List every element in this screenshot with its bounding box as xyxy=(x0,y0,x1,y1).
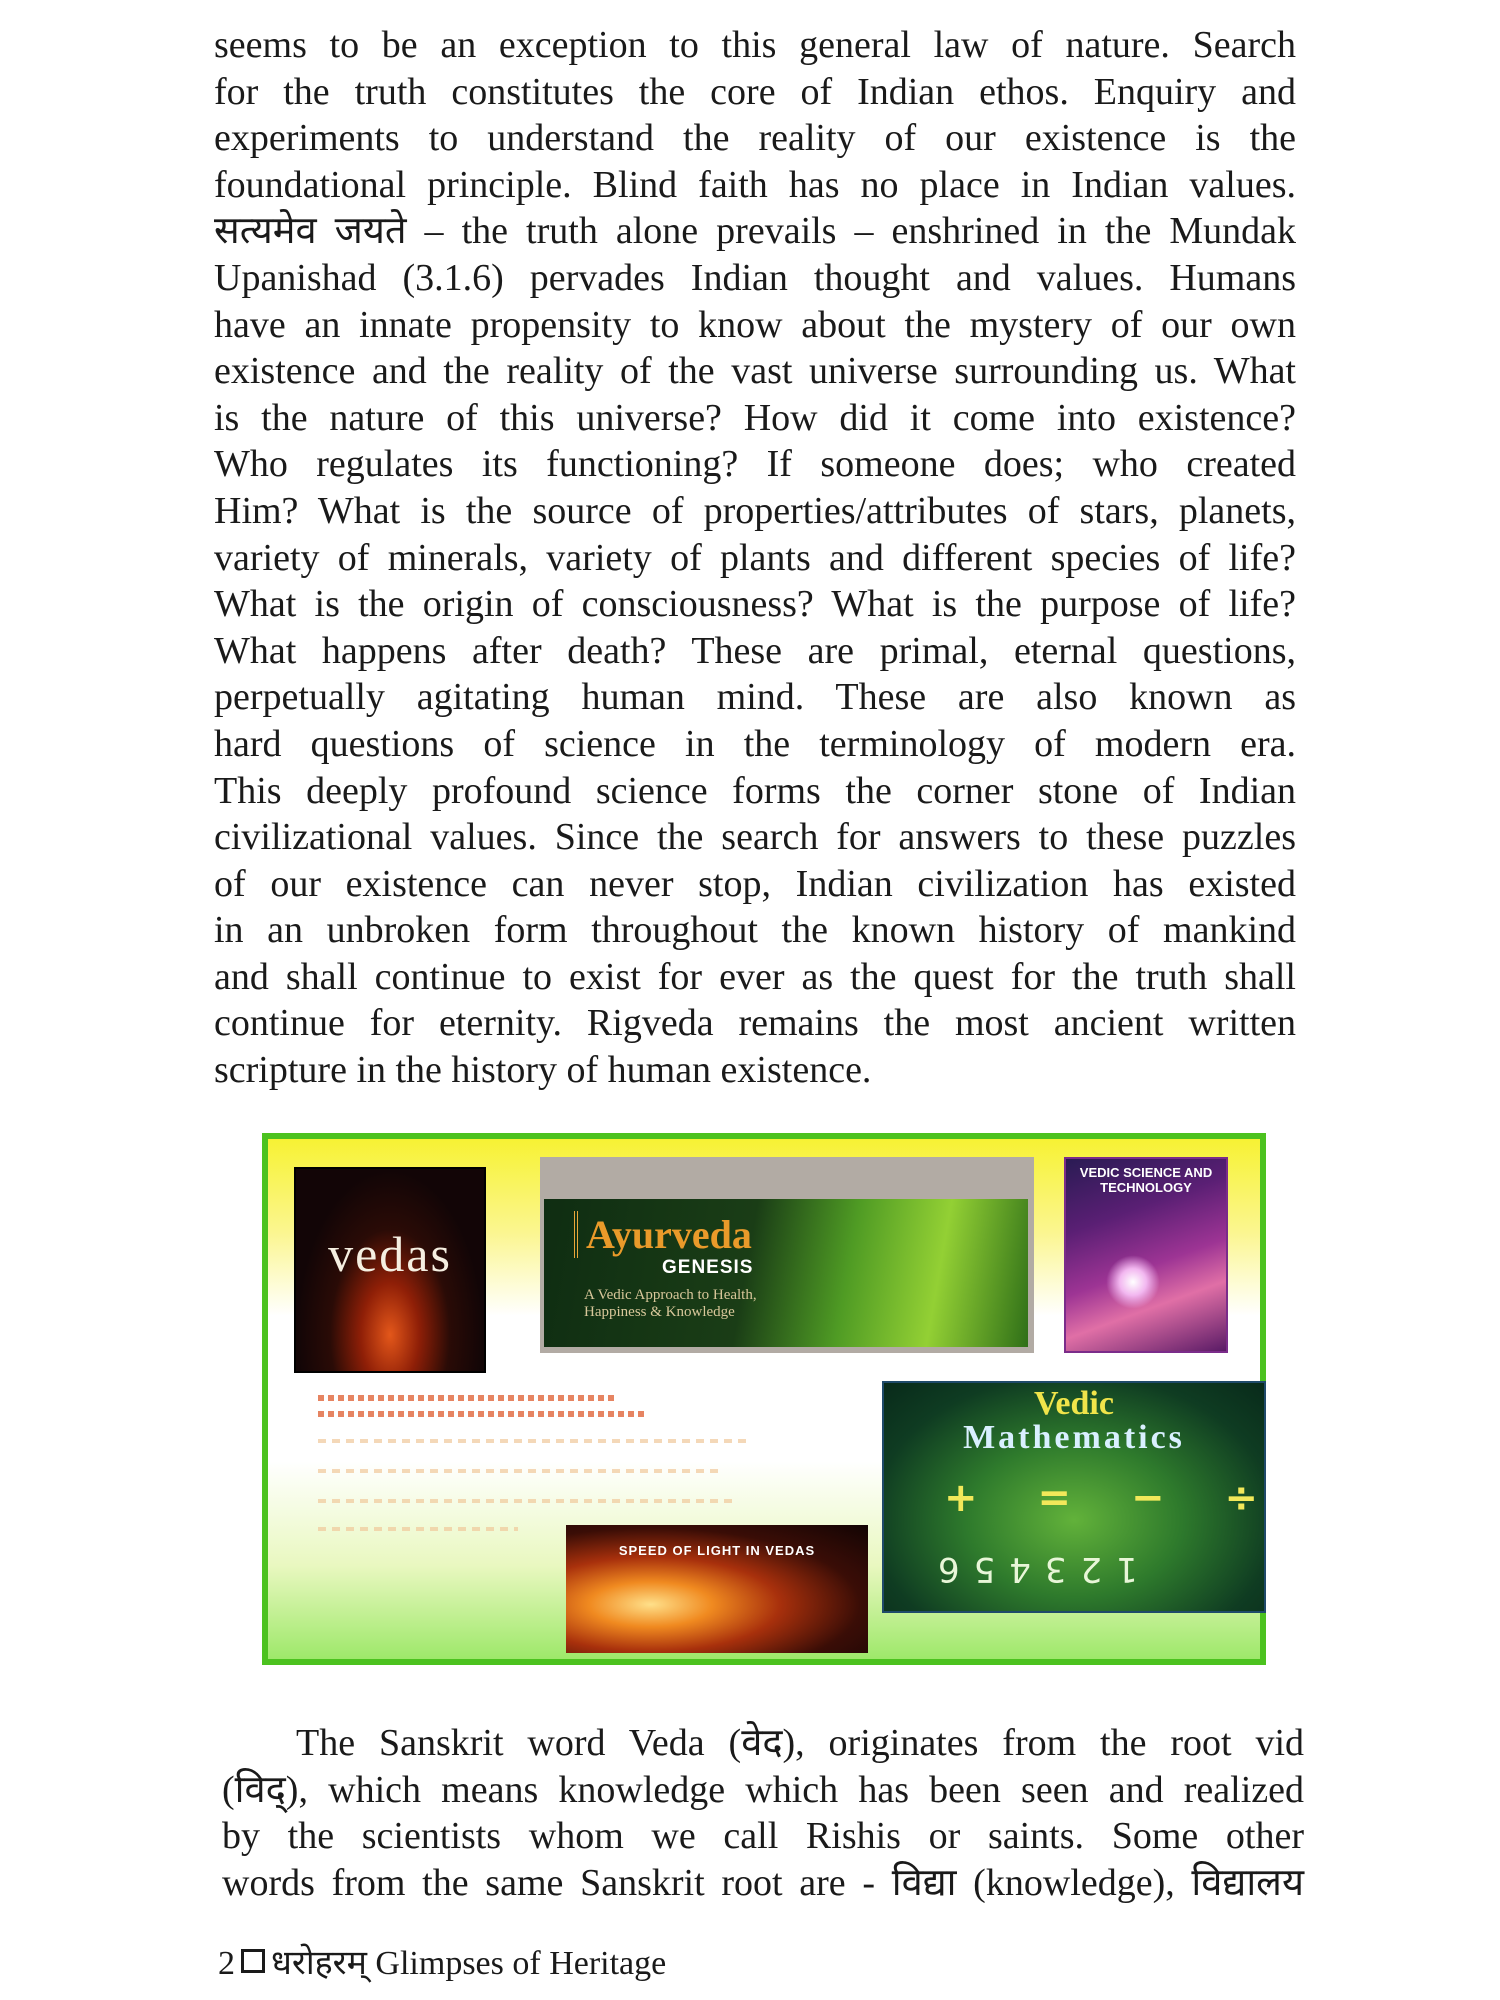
body-paragraph-2 xyxy=(222,1720,1304,1906)
text-line: is the nature of this universe? How did it come into existence? xyxy=(214,396,1296,439)
text-line: The Sanskrit word Veda (वेद), originates from the root vid xyxy=(296,1722,1304,1764)
sanskrit-text-fragment xyxy=(318,1395,618,1401)
text-line: continue for eternity. Rigveda remains the most ancient written xyxy=(214,1002,1296,1045)
text-line: in an unbroken form throughout the known history of mankind xyxy=(214,909,1296,952)
text-line: by the scientists whom we call Rishis or saints. Some other xyxy=(222,1815,1304,1858)
text-line: scripture in the history of human existence. xyxy=(214,1049,872,1092)
text-line: experiments to understand the reality of our existence is the xyxy=(214,117,1296,160)
ayurveda-genesis-book-cover xyxy=(540,1157,1034,1353)
vm-title-line-1: Vedic xyxy=(1034,1385,1114,1422)
vedas-book-cover xyxy=(294,1167,486,1373)
text-line: seems to be an exception to this general law of nature. Search xyxy=(214,24,1296,66)
page-number: 2 xyxy=(218,1945,235,1982)
text-line: This deeply profound science forms the corner stone of Indian xyxy=(214,769,1296,812)
book-title-hindi: धरोहरम् xyxy=(271,1945,367,1982)
speed-of-light-book-cover xyxy=(566,1525,868,1653)
vm-book-title xyxy=(884,1387,1264,1455)
text-line: Upanishad (3.1.6) pervades Indian thought and values. Humans xyxy=(214,256,1296,299)
vedic-science-technology-book-cover xyxy=(1064,1157,1228,1353)
text-line: variety of minerals, variety of plants and different species of life? xyxy=(214,536,1296,579)
text-line: perpetually agitating human mind. These are also known as xyxy=(214,676,1296,719)
page-footer xyxy=(218,1938,666,1984)
book-title: Glimpses of Heritage xyxy=(375,1945,667,1982)
faded-text-fragment xyxy=(318,1527,518,1531)
text-line: words from the same Sanskrit root are - विद्या (knowledge), विद्यालय xyxy=(222,1861,1304,1904)
footer-box-icon xyxy=(241,1949,265,1973)
text-line: for the truth constitutes the core of Indian ethos. Enquiry and xyxy=(214,70,1296,113)
text-line: (विद्), which means knowledge which has been seen and realized xyxy=(222,1768,1304,1811)
vst-book-title: VEDIC SCIENCE AND TECHNOLOGY xyxy=(1079,1165,1213,1195)
text-line: existence and the reality of the vast universe surrounding us. What xyxy=(214,350,1296,393)
ayurveda-book-subtitle: GENESIS xyxy=(662,1257,754,1278)
text-line: hard questions of science in the terminology of modern era. xyxy=(214,722,1296,765)
vedic-mathematics-book-cover xyxy=(882,1381,1319,1613)
sol-book-title: SPEED OF LIGHT IN VEDAS xyxy=(618,1543,816,1558)
text-line: What is the origin of consciousness? What is the purpose of life? xyxy=(214,583,1296,626)
faded-text-fragment xyxy=(318,1469,718,1473)
ayurveda-cover-art xyxy=(544,1199,1028,1347)
text-line: of our existence can never stop, Indian civilization has existed xyxy=(214,862,1296,905)
sanskrit-text-fragment xyxy=(318,1411,648,1417)
text-line: Who regulates its functioning? If someone does; who created xyxy=(214,443,1296,486)
body-paragraph-1 xyxy=(214,22,1296,1094)
text-line: सत्यमेव जयते – the truth alone prevails – enshrined in the Mundak xyxy=(214,210,1296,253)
text-line: Him? What is the source of properties/attributes of stars, planets, xyxy=(214,489,1296,532)
vedas-book-title: vedas xyxy=(328,1226,452,1282)
text-line: have an innate propensity to know about the mystery of our own xyxy=(214,303,1296,346)
math-symbols: +=−÷ xyxy=(944,1475,1319,1521)
text-line: foundational principle. Blind faith has no place in Indian values. xyxy=(214,163,1296,206)
cosmic-glow-graphic xyxy=(1106,1255,1160,1309)
book-covers-collage xyxy=(262,1133,1319,1665)
text-line: What happens after death? These are primal, eternal questions, xyxy=(214,629,1296,672)
faded-text-fragment xyxy=(318,1439,748,1443)
ayurveda-book-title: Ayurveda xyxy=(574,1211,752,1258)
vm-title-line-2: Mathematics xyxy=(963,1419,1185,1456)
faded-text-fragment xyxy=(318,1499,738,1503)
number-ring: 123456 xyxy=(924,1549,1138,1589)
text-line: and shall continue to exist for ever as the quest for the truth shall xyxy=(214,955,1296,998)
text-line: civilizational values. Since the search for answers to these puzzles xyxy=(214,816,1296,859)
ayurveda-book-tagline: A Vedic Approach to Health, Happiness & Knowledge xyxy=(584,1287,757,1320)
